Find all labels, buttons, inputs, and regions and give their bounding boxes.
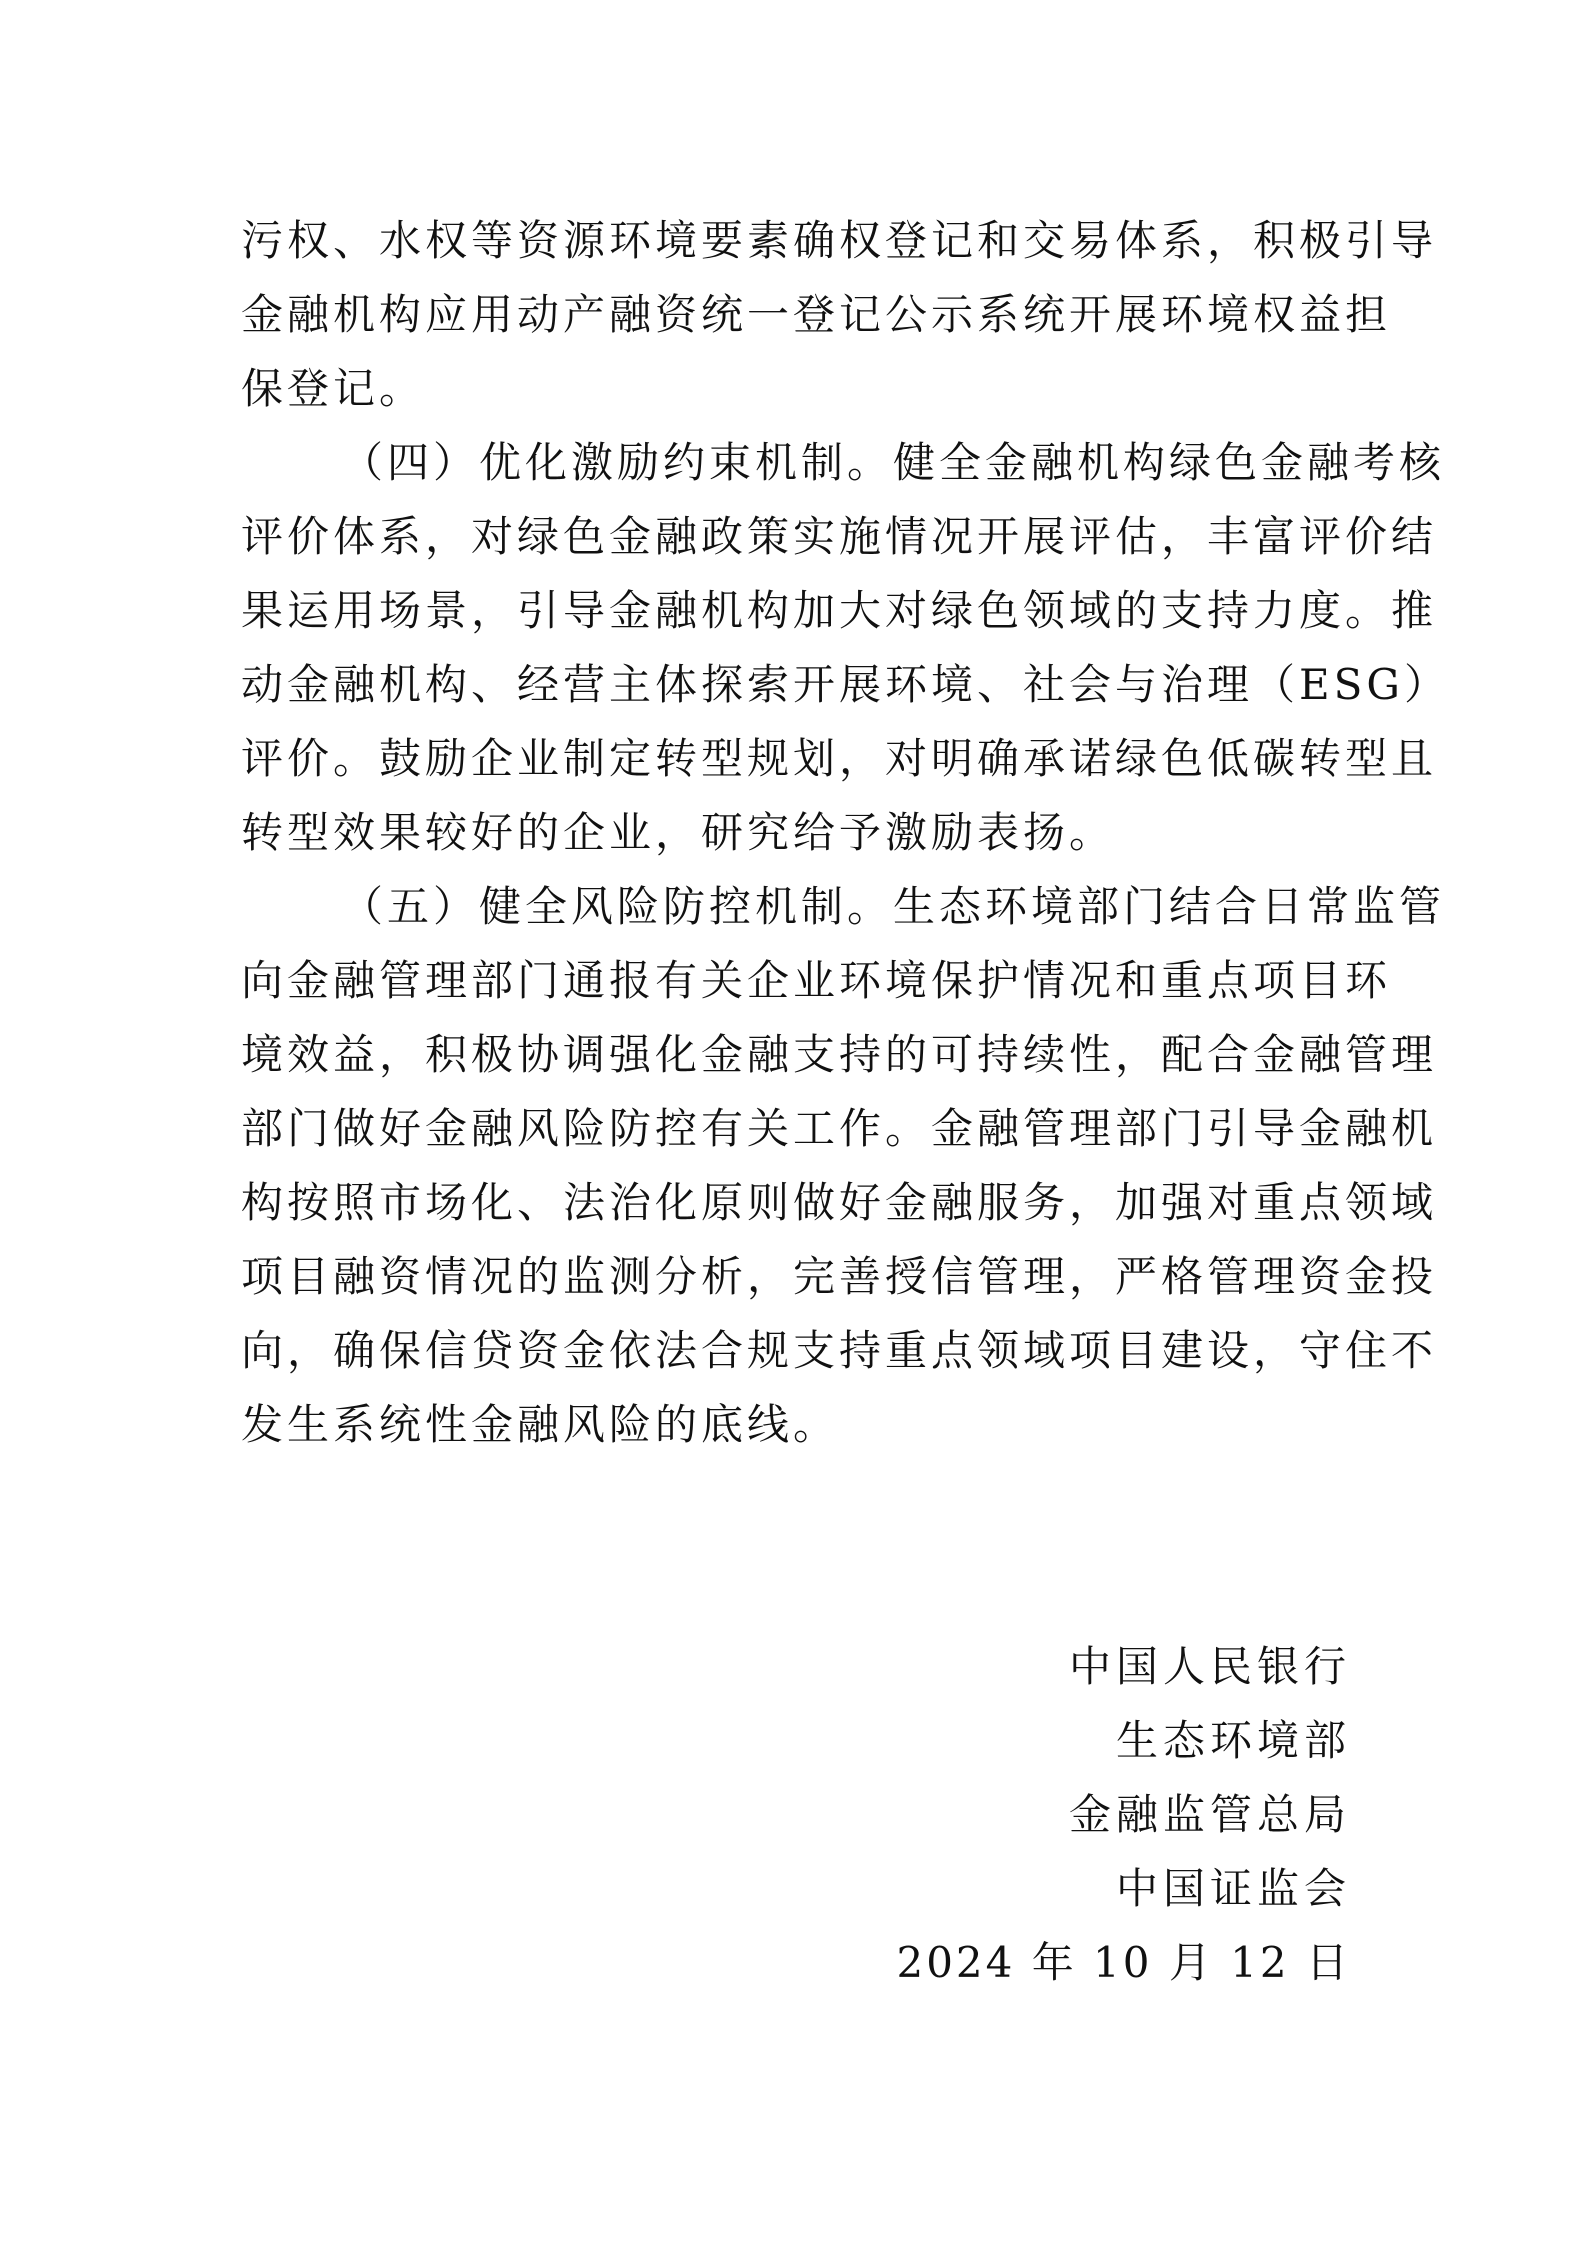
signatory-mee: 生态环境部 bbox=[1115, 1716, 1351, 1765]
signatory-csrc: 中国证监会 bbox=[1115, 1864, 1351, 1913]
text-line: 评价体系，对绿色金融政策实施情况开展评估，丰富评价结 bbox=[241, 512, 1438, 561]
text-line-first: （五）健全风险防控机制。生态环境部门结合日常监管 bbox=[341, 882, 1446, 931]
text-line-first: （四）优化激励约束机制。健全金融机构绿色金融考核 bbox=[341, 438, 1446, 487]
signatory-nfra: 金融监管总局 bbox=[1068, 1790, 1351, 1839]
paragraph-four bbox=[241, 426, 1450, 870]
text-line: 项目融资情况的监测分析，完善授信管理，严格管理资金投 bbox=[241, 1252, 1438, 1301]
text-line: 转型效果较好的企业，研究给予激励表扬。 bbox=[241, 808, 1116, 857]
text-line: 向，确保信贷资金依法合规支持重点领域项目建设，守住不 bbox=[241, 1326, 1438, 1375]
text-line: 果运用场景，引导金融机构加大对绿色领域的支持力度。推 bbox=[241, 586, 1438, 635]
text-line: 向金融管理部门通报有关企业环境保护情况和重点项目环 bbox=[241, 956, 1392, 1005]
text-line: 污权、水权等资源环境要素确权登记和交易体系，积极引导 bbox=[241, 216, 1438, 265]
document-body bbox=[241, 204, 1450, 1462]
text-line: 构按照市场化、法治化原则做好金融服务，加强对重点领域 bbox=[241, 1178, 1438, 1227]
text-line: 金融机构应用动产融资统一登记公示系统开展环境权益担 bbox=[241, 290, 1392, 339]
text-line: 境效益，积极协调强化金融支持的可持续性，配合金融管理 bbox=[241, 1030, 1438, 1079]
issue-date: 2024 年 10 月 12 日 bbox=[896, 1938, 1351, 1987]
text-line: 保登记。 bbox=[241, 364, 426, 413]
paragraph-five bbox=[241, 870, 1446, 1462]
text-line: 动金融机构、经营主体探索开展环境、社会与治理（ESG） bbox=[241, 660, 1450, 709]
signatory-pboc: 中国人民银行 bbox=[1068, 1642, 1351, 1691]
paragraph-top bbox=[241, 204, 1438, 426]
text-line: 部门做好金融风险防控有关工作。金融管理部门引导金融机 bbox=[241, 1104, 1438, 1153]
text-line: 发生系统性金融风险的底线。 bbox=[241, 1400, 840, 1449]
signature-block bbox=[896, 1630, 1351, 2000]
text-line: 评价。鼓励企业制定转型规划，对明确承诺绿色低碳转型且 bbox=[241, 734, 1438, 783]
